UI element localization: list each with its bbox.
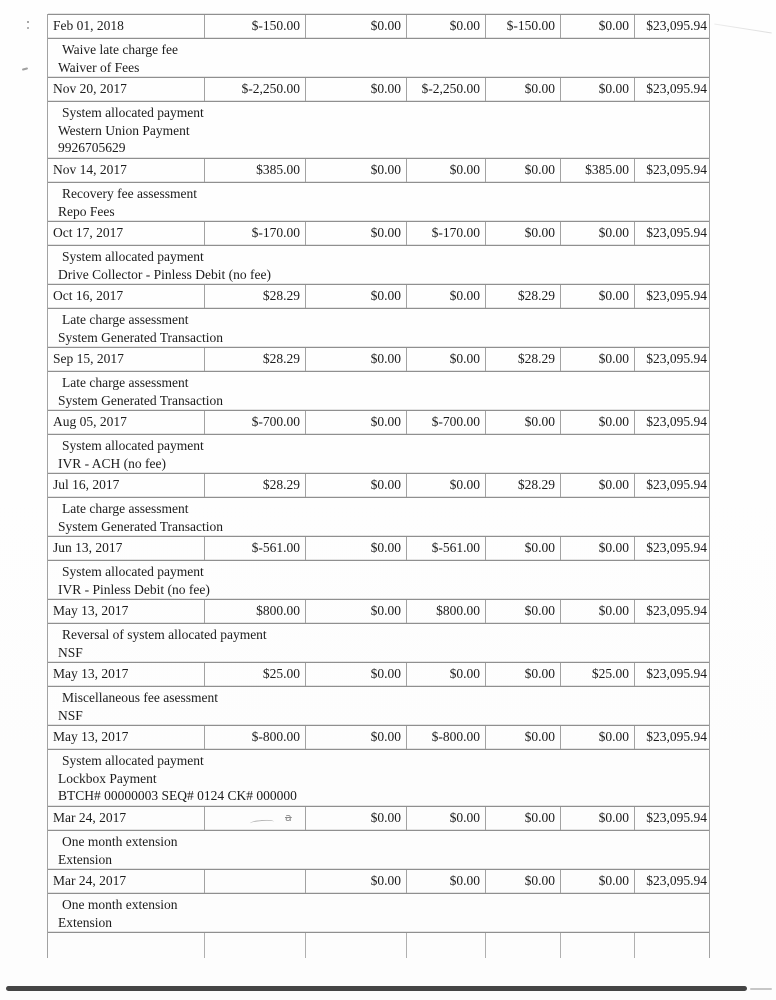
- description-line: System allocated payment: [62, 249, 204, 264]
- empty-cell: [486, 933, 561, 958]
- amount-cell: $0.00: [306, 474, 407, 497]
- date-cell: Mar 24, 2017: [48, 870, 205, 893]
- amount-cell: $0.00: [561, 15, 635, 38]
- amount-cell: $0.00: [407, 348, 486, 371]
- amount-cell: $-700.00: [205, 411, 306, 434]
- description-line: Recovery fee assessment: [62, 186, 197, 201]
- empty-cell: [48, 933, 205, 958]
- amount-cell: $0.00: [486, 600, 561, 623]
- amount-cell: $0.00: [306, 726, 407, 749]
- amount-cell: $0.00: [561, 870, 635, 893]
- description-line: NSF: [58, 707, 83, 723]
- amount-cell: $28.29: [205, 285, 306, 308]
- description-row: [48, 182, 709, 221]
- balance-cell: $23,095.94: [646, 666, 707, 681]
- page-bottom-scan-edge-tail: [750, 988, 772, 990]
- description-line: Western Union Payment: [58, 122, 190, 138]
- balance-cell: $23,095.94: [646, 162, 707, 177]
- empty-cell: [561, 933, 635, 958]
- amount-cell: $0.00: [561, 411, 635, 434]
- transaction-row: [48, 725, 709, 749]
- amount-cell: $0.00: [486, 807, 561, 830]
- amount-cell: $0.00: [561, 348, 635, 371]
- transaction-row: [48, 77, 709, 101]
- description-line: Late charge assessment: [62, 375, 189, 390]
- description-row: [48, 749, 709, 806]
- amount-cell: $-561.00: [407, 537, 486, 560]
- amount-cell: $-150.00: [486, 15, 561, 38]
- amount-cell: $0.00: [407, 807, 486, 830]
- transaction-row: [48, 806, 709, 830]
- transaction-row: [48, 599, 709, 623]
- amount-cell: $0.00: [306, 663, 407, 686]
- description-line: Drive Collector - Pinless Debit (no fee): [58, 266, 271, 282]
- description-line: One month extension: [62, 897, 178, 912]
- description-line: Late charge assessment: [62, 312, 189, 327]
- date-cell: May 13, 2017: [48, 600, 205, 623]
- amount-cell: $0.00: [561, 726, 635, 749]
- transaction-history-table: [47, 14, 710, 958]
- amount-cell: $-2,250.00: [407, 78, 486, 101]
- date-cell: Feb 01, 2018: [48, 15, 205, 38]
- amount-cell: $0.00: [306, 411, 407, 434]
- description-line: IVR - ACH (no fee): [58, 455, 166, 471]
- transaction-row: [48, 158, 709, 182]
- amount-cell: $-700.00: [407, 411, 486, 434]
- amount-cell: $28.29: [205, 348, 306, 371]
- balance-cell: $23,095.94: [646, 225, 707, 240]
- balance-cell: $23,095.94: [646, 18, 707, 33]
- description-line: NSF: [58, 644, 83, 660]
- amount-cell: $0.00: [486, 870, 561, 893]
- description-row: [48, 38, 709, 77]
- amount-cell: $0.00: [407, 15, 486, 38]
- amount-cell: $0.00: [486, 726, 561, 749]
- amount-cell: $0.00: [306, 159, 407, 182]
- scan-smudge: [714, 23, 771, 33]
- description-line: System allocated payment: [62, 105, 204, 120]
- date-cell: May 13, 2017: [48, 663, 205, 686]
- transaction-row: [48, 662, 709, 686]
- description-line: Waive late charge fee: [62, 42, 178, 57]
- amount-cell: $0.00: [486, 663, 561, 686]
- amount-cell: $0.00: [306, 870, 407, 893]
- description-line: System allocated payment: [62, 564, 204, 579]
- description-line: One month extension: [62, 834, 178, 849]
- description-line: IVR - Pinless Debit (no fee): [58, 581, 210, 597]
- date-cell: May 13, 2017: [48, 726, 205, 749]
- date-cell: Aug 05, 2017: [48, 411, 205, 434]
- amount-cell: $0.00: [407, 159, 486, 182]
- transaction-row: [48, 473, 709, 497]
- description-line: System Generated Transaction: [58, 518, 223, 534]
- amount-cell: $25.00: [561, 663, 635, 686]
- transaction-row: [48, 869, 709, 893]
- date-cell: Oct 17, 2017: [48, 222, 205, 245]
- empty-cell: [306, 933, 407, 958]
- description-row: [48, 308, 709, 347]
- amount-cell: $0.00: [561, 285, 635, 308]
- amount-cell: $0.00: [486, 78, 561, 101]
- amount-cell: $0.00: [306, 807, 407, 830]
- amount-cell: $0.00: [561, 474, 635, 497]
- description-row: [48, 371, 709, 410]
- amount-cell: $-561.00: [205, 537, 306, 560]
- transaction-row: [48, 410, 709, 434]
- amount-cell: $0.00: [407, 663, 486, 686]
- amount-cell: $0.00: [306, 285, 407, 308]
- amount-cell: $0.00: [306, 348, 407, 371]
- description-line: Repo Fees: [58, 203, 115, 219]
- amount-cell: $0.00: [306, 78, 407, 101]
- amount-cell: [205, 870, 306, 893]
- balance-cell: $23,095.94: [646, 540, 707, 555]
- amount-cell: $0.00: [561, 222, 635, 245]
- description-line: System allocated payment: [62, 753, 204, 768]
- balance-cell: $23,095.94: [646, 351, 707, 366]
- empty-cell: [407, 933, 486, 958]
- transaction-row: [48, 284, 709, 308]
- transaction-row: [48, 221, 709, 245]
- date-cell: Jul 16, 2017: [48, 474, 205, 497]
- balance-cell: $23,095.94: [646, 477, 707, 492]
- description-line: Waiver of Fees: [58, 59, 140, 75]
- description-line: BTCH# 00000003 SEQ# 0124 CK# 000000: [58, 788, 297, 803]
- amount-cell: $0.00: [561, 537, 635, 560]
- amount-cell: $-150.00: [205, 15, 306, 38]
- amount-cell: $-800.00: [205, 726, 306, 749]
- date-cell: Nov 20, 2017: [48, 78, 205, 101]
- balance-cell: $23,095.94: [646, 414, 707, 429]
- amount-cell: $800.00: [407, 600, 486, 623]
- description-row: [48, 434, 709, 473]
- description-line: System allocated payment: [62, 438, 204, 453]
- amount-cell: $28.29: [205, 474, 306, 497]
- amount-cell: $0.00: [306, 222, 407, 245]
- amount-cell: $0.00: [561, 807, 635, 830]
- date-cell: Sep 15, 2017: [48, 348, 205, 371]
- amount-cell: $-800.00: [407, 726, 486, 749]
- transaction-row: [48, 536, 709, 560]
- amount-cell: $-170.00: [407, 222, 486, 245]
- amount-cell: $0.00: [407, 285, 486, 308]
- amount-cell: $0.00: [486, 411, 561, 434]
- balance-cell: $23,095.94: [646, 810, 707, 825]
- balance-cell: $23,095.94: [646, 603, 707, 618]
- amount-cell: $0.00: [561, 78, 635, 101]
- description-row: [48, 830, 709, 869]
- description-line: System Generated Transaction: [58, 329, 223, 345]
- description-line: System Generated Transaction: [58, 392, 223, 408]
- balance-cell: $23,095.94: [646, 288, 707, 303]
- amount-cell: $0.00: [486, 159, 561, 182]
- description-line: Late charge assessment: [62, 501, 189, 516]
- description-row: [48, 101, 709, 158]
- balance-cell: $23,095.94: [646, 873, 707, 888]
- transaction-row: [48, 347, 709, 371]
- amount-cell: $0.00: [486, 222, 561, 245]
- empty-table-row: [48, 932, 709, 958]
- description-line: Reversal of system allocated payment: [62, 627, 267, 642]
- description-row: [48, 623, 709, 662]
- amount-cell: $0.00: [306, 15, 407, 38]
- date-cell: Mar 24, 2017: [48, 807, 205, 830]
- description-row: [48, 245, 709, 284]
- amount-cell: $800.00: [205, 600, 306, 623]
- amount-cell: $25.00: [205, 663, 306, 686]
- pencil-mark: a: [285, 811, 292, 824]
- transaction-row: [48, 14, 709, 38]
- balance-cell: $23,095.94: [646, 729, 707, 744]
- description-row: [48, 686, 709, 725]
- amount-cell: $0.00: [306, 537, 407, 560]
- amount-cell: $0.00: [486, 537, 561, 560]
- description-row: [48, 893, 709, 932]
- date-cell: Nov 14, 2017: [48, 159, 205, 182]
- amount-cell: $0.00: [561, 600, 635, 623]
- scan-speck: [27, 21, 29, 23]
- description-row: [48, 560, 709, 599]
- description-line: Lockbox Payment: [58, 770, 157, 786]
- amount-cell: $0.00: [407, 474, 486, 497]
- date-cell: Jun 13, 2017: [48, 537, 205, 560]
- empty-cell: [205, 933, 306, 958]
- amount-cell: $385.00: [205, 159, 306, 182]
- description-line: Miscellaneous fee asessment: [62, 690, 218, 705]
- description-line: Extension: [58, 851, 112, 867]
- page-bottom-scan-edge: [6, 986, 747, 991]
- date-cell: Oct 16, 2017: [48, 285, 205, 308]
- amount-cell: $28.29: [486, 348, 561, 371]
- empty-cell: [635, 933, 709, 958]
- amount-cell: $0.00: [407, 870, 486, 893]
- description-line: 9926705629: [58, 140, 126, 155]
- amount-cell: $28.29: [486, 285, 561, 308]
- description-row: [48, 497, 709, 536]
- scan-speck: [22, 67, 28, 70]
- description-line: Extension: [58, 914, 112, 930]
- amount-cell: $-2,250.00: [205, 78, 306, 101]
- balance-cell: $23,095.94: [646, 81, 707, 96]
- amount-cell: $0.00: [306, 600, 407, 623]
- amount-cell: $385.00: [561, 159, 635, 182]
- amount-cell: $-170.00: [205, 222, 306, 245]
- amount-cell: $28.29: [486, 474, 561, 497]
